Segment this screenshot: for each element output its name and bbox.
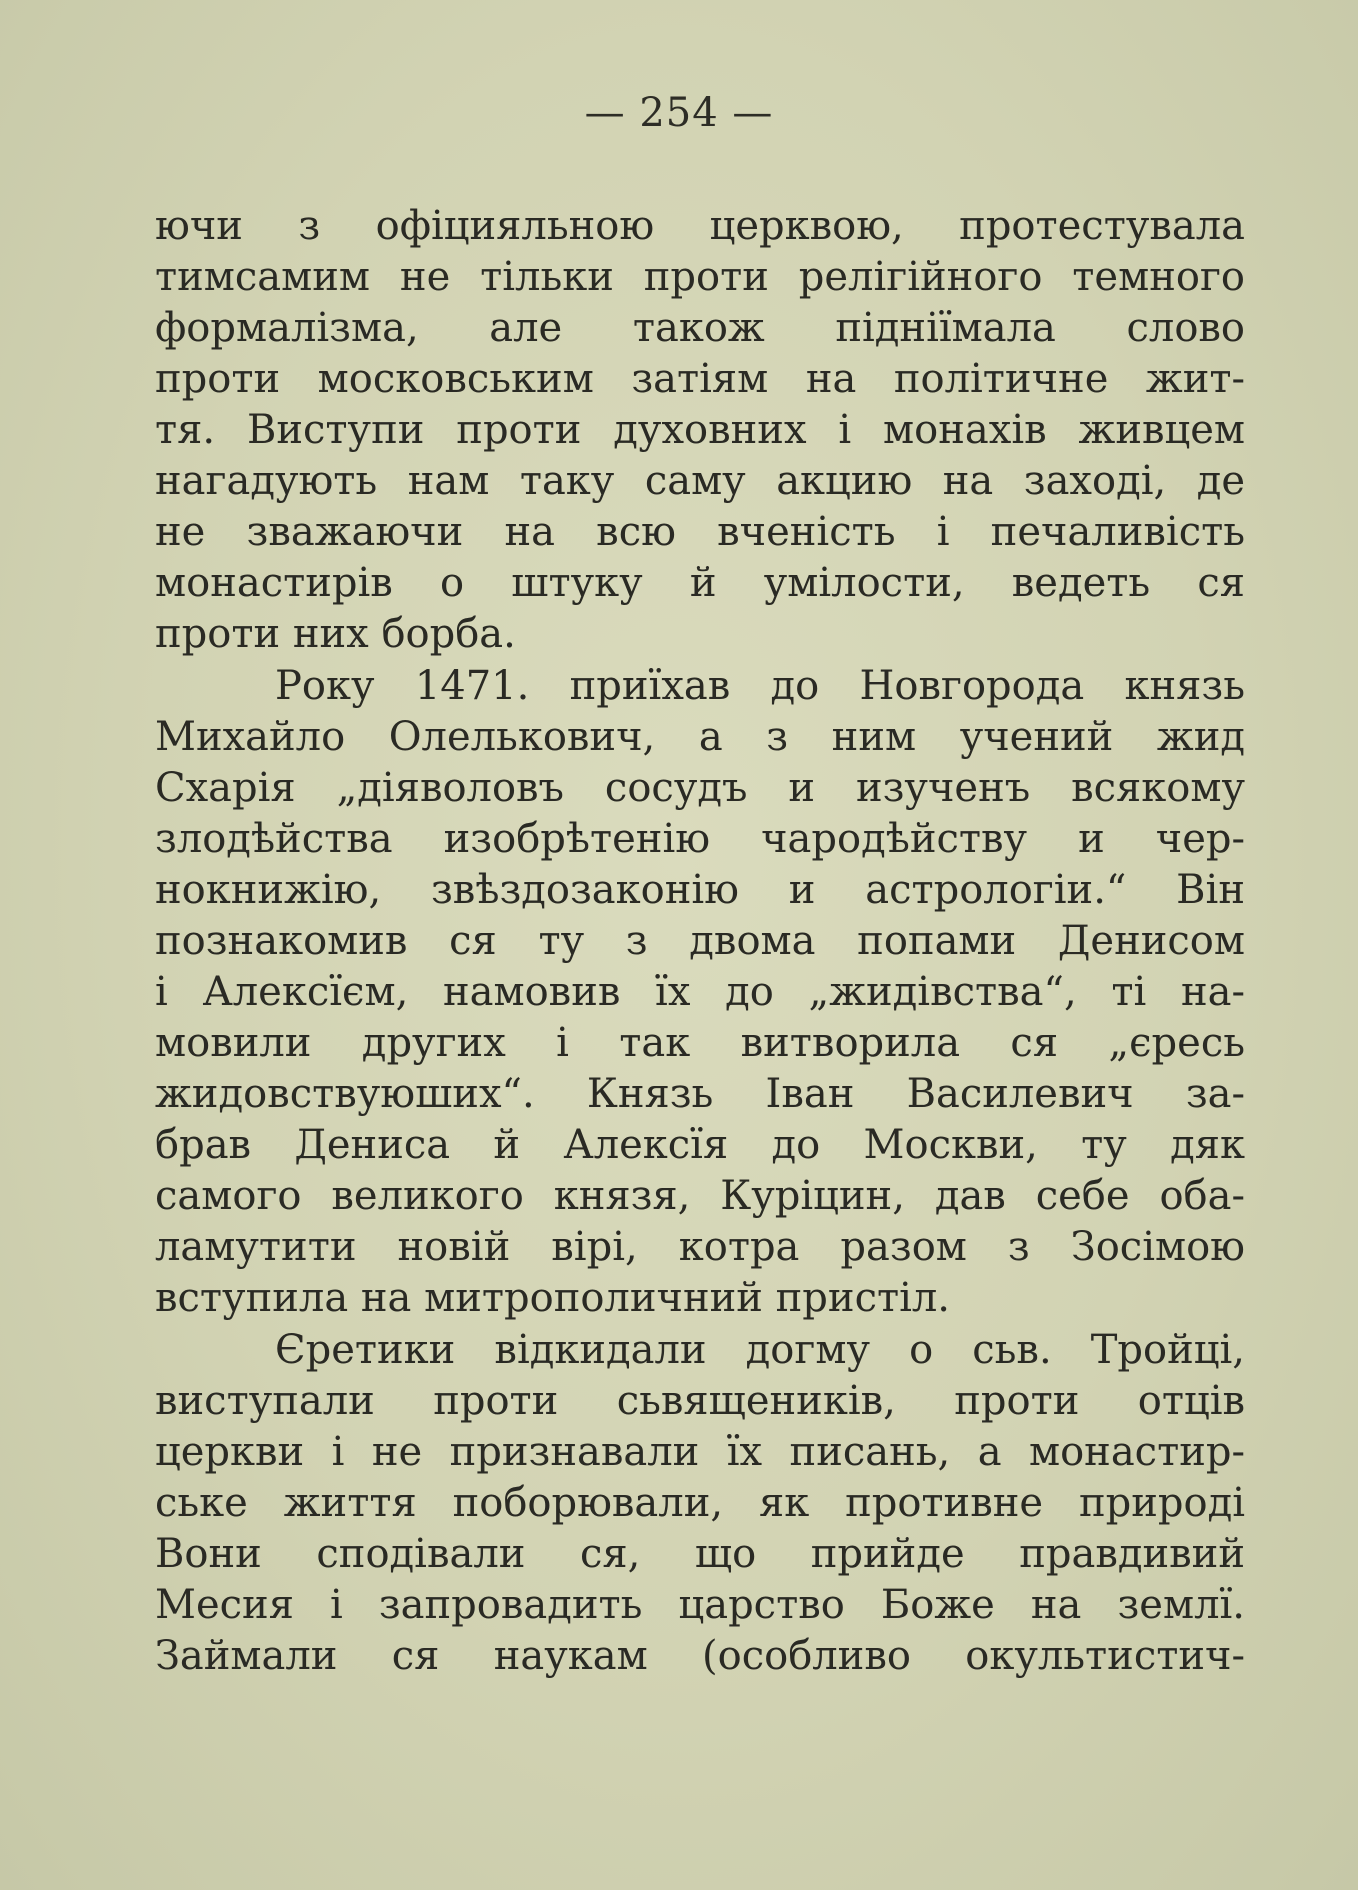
text-line: самого великого князя, Куріцин, дав себе оба-	[155, 1173, 1245, 1219]
text-line: Схарія „діяволовъ сосудъ и изученъ всякому	[155, 765, 1245, 811]
text-line: тя. Виступи проти духовних і монахів живцем	[155, 407, 1245, 453]
text-line: познакомив ся ту з двома попами Денисом	[155, 918, 1245, 964]
text-line: проти них борба.	[155, 611, 516, 657]
text-line: не зважаючи на всю вченість і печаливість	[155, 509, 1245, 555]
text-line: мовили других і так витворила ся „єресь	[155, 1020, 1245, 1066]
text-line: Месия і запровадить царство Боже на землї.	[155, 1582, 1245, 1628]
text-line: монастирів о штуку й умілости, ведеть ся	[155, 560, 1245, 606]
text-line: нагадують нам таку саму акцию на заході, де	[155, 458, 1245, 504]
text-line: злодѣйства изобрѣтенію чародѣйству и чер-	[155, 816, 1245, 862]
text-line: нокнижію, звѣздозаконію и астрологіи.“ Він	[155, 867, 1245, 913]
text-line: формалізма, але також підніїмала слово	[155, 305, 1245, 351]
text-line: церкви і не признавали їх писань, а монастир-	[155, 1429, 1245, 1475]
text-line: Єретики відкидали догму о сьв. Тройці,	[275, 1327, 1245, 1373]
text-line: Займали ся наукам (особливо окультистич-	[155, 1633, 1245, 1679]
text-line: брав Дениса й Алексїя до Москви, ту дяк	[155, 1122, 1245, 1168]
text-line: тимсамим не тільки проти релігійного темного	[155, 254, 1245, 300]
text-line: Михайло Олелькович, а з ним учений жид	[155, 714, 1245, 760]
text-line: ське життя поборювали, як противне природі	[155, 1480, 1245, 1526]
text-line: проти московським затіям на політичне жит-	[155, 356, 1245, 402]
text-line: Вони сподівали ся, що прийде правдивий	[155, 1531, 1245, 1577]
text-line: ючи з офіцияльною церквою, протестувала	[155, 203, 1245, 249]
text-line: вступила на митрополичний пристіл.	[155, 1275, 951, 1321]
body-text	[155, 198, 1245, 1858]
text-line: жидовствуюших“. Князь Іван Василевич за-	[155, 1071, 1245, 1117]
text-line: виступали проти сьвящеників, проти отців	[155, 1378, 1245, 1424]
page-number: — 254 —	[584, 90, 774, 136]
text-line: і Алексїєм, намовив їх до „жидівства“, ті на-	[155, 969, 1245, 1015]
text-line: Року 1471. приїхав до Новгорода князь	[275, 663, 1245, 709]
text-line: ламутити новій вірі, котра разом з Зосімою	[155, 1224, 1245, 1270]
